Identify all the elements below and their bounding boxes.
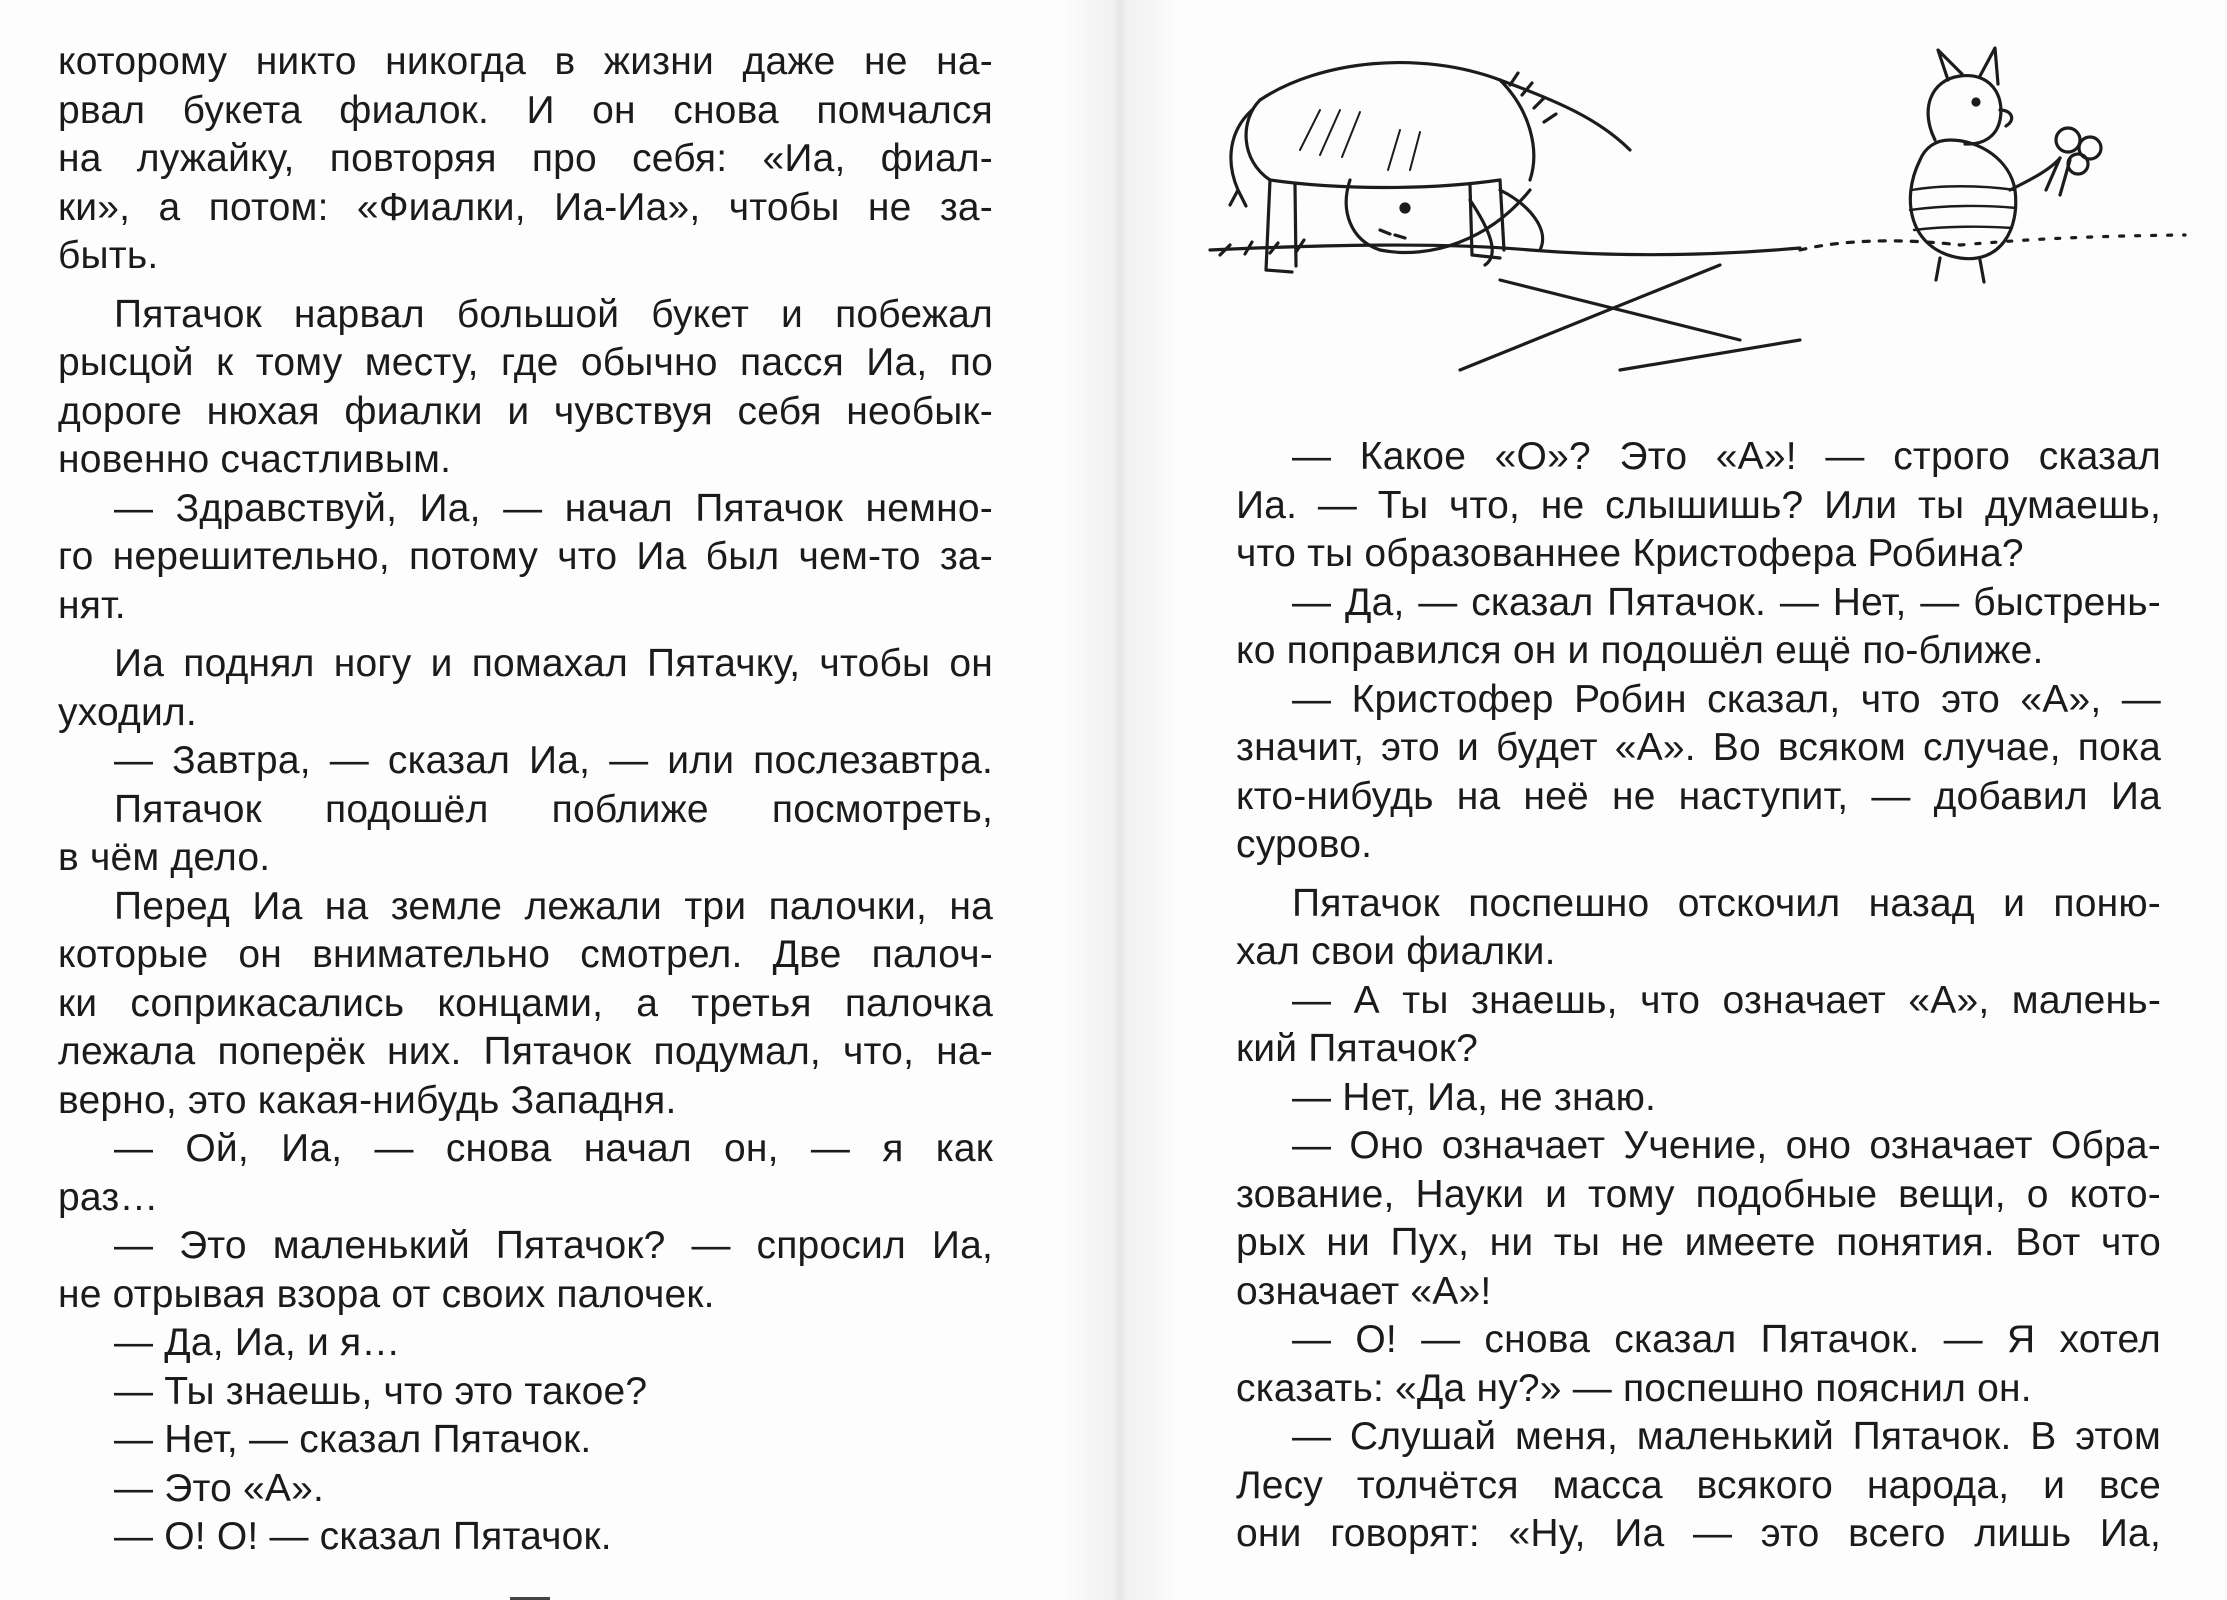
text-line: — Здравствуй, Иа, — начал Пятачок немно-	[114, 486, 993, 530]
text-line: рысцой к тому месту, где обычно пасся Иа, по	[58, 341, 993, 384]
text-line: Перед Иа на земле лежали три палочки, на	[114, 884, 993, 928]
eeyore-piglet-illustration	[1200, 40, 2190, 420]
text-line: — О! — снова сказал Пятачок. — Я хотел	[1292, 1318, 2161, 1361]
piglet-body	[1910, 140, 2015, 259]
eeyore-ear	[1470, 190, 1543, 265]
text-line: — Ой, Иа, — снова начал он, — я как	[114, 1127, 993, 1170]
text-line: — Нет, Иа, не знаю.	[1292, 1075, 1657, 1119]
text-line: Иа. — Ты что, не слышишь? Или ты думаешь,	[1236, 483, 2161, 527]
eeyore-belly	[1270, 180, 1500, 188]
piglet-head	[1928, 76, 2001, 145]
text-line: рвал букета фиалок. И он снова помчался	[58, 88, 993, 132]
text-line: что ты образованнее Кристофера Робина?	[1236, 532, 2024, 575]
text-line: — Завтра, — сказал Иа, — или послезавтра.	[114, 739, 993, 782]
text-line: они говорят: «Ну, Иа — это всего лишь Иа,	[1236, 1512, 2161, 1555]
text-line: Лесу толчётся масса всякого народа, и все	[1236, 1463, 2161, 1507]
text-line: верно, это какая-нибудь Западня.	[58, 1078, 677, 1122]
text-line: Иа поднял ногу и помахал Пятачку, чтобы он	[114, 642, 993, 685]
text-line: — О! О! — сказал Пятачок.	[114, 1515, 612, 1558]
text-line: — Ты знаешь, что это такое?	[114, 1369, 648, 1413]
eeyore-neck	[1500, 80, 1534, 180]
paragraph-gap	[58, 630, 993, 640]
text-line: быть.	[58, 234, 159, 277]
text-line: го нерешительно, потому что Иа был чем-то за-	[58, 535, 993, 578]
text-line: нят.	[58, 583, 126, 627]
text-line: которому никто никогда в жизни даже не на-	[58, 40, 993, 83]
text-line: зование, Науки и тому подобные вещи, о кото-	[1236, 1172, 2161, 1216]
text-line: — Это «А».	[114, 1466, 325, 1510]
text-line: ки соприкасались концами, а третья палочка	[58, 981, 993, 1025]
text-line: — Да, Иа, и я…	[114, 1321, 401, 1364]
text-line: дороге нюхая фиалки и чувствуя себя необык-	[58, 389, 993, 433]
piglet-legs	[1936, 258, 1984, 282]
piglet-stripes	[1910, 186, 2016, 230]
text-line: означает «А»!	[1236, 1269, 1492, 1313]
text-line: рых ни Пух, ни ты не имеете понятия. Вот что	[1236, 1221, 2161, 1264]
eeyore-mane	[1510, 73, 1556, 122]
left-page-text	[58, 38, 993, 1562]
text-line: — А ты знаешь, что означает «А», малень-	[1292, 978, 2161, 1022]
eeyore-back-leg	[1266, 180, 1296, 272]
text-line: — Да, — сказал Пятачок. — Нет, — быстрень-	[1292, 580, 2161, 624]
eeyore-back	[1260, 63, 1630, 150]
text-line: Пятачок подошёл поближе посмотреть,	[114, 787, 993, 831]
text-line: — Нет, — сказал Пятачок.	[114, 1418, 592, 1461]
paragraph-gap	[58, 281, 993, 291]
text-line: — Это маленький Пятачок? — спросил Иа,	[114, 1224, 993, 1267]
text-line: — Какое «О»? Это «А»! — строго сказал	[1292, 435, 2161, 478]
book-gutter	[1060, 0, 1180, 1600]
text-line: раз…	[58, 1175, 159, 1219]
text-line: сказать: «Да ну?» — поспешно пояснил он.	[1236, 1366, 2032, 1410]
violets-bunch	[2046, 128, 2101, 195]
text-line: — Слушай меня, маленький Пятачок. В этом	[1292, 1415, 2161, 1458]
text-line: уходил.	[58, 690, 197, 734]
text-line: не отрывая взора от своих палочек.	[58, 1272, 715, 1316]
text-line: лежала поперёк них. Пятачок подумал, что, на-	[58, 1030, 993, 1073]
right-page-text	[1236, 433, 2161, 1559]
stick-2	[1500, 280, 1740, 340]
text-line: Пятачок поспешно отскочил назад и поню-	[1292, 881, 2161, 925]
text-line: значит, это и будет «А». Во всяком случае, пока	[1236, 726, 2161, 769]
text-line: — Кристофер Робин сказал, что это «А», —	[1292, 677, 2161, 721]
text-line: кий Пятачок?	[1236, 1027, 1479, 1070]
text-line: Пятачок нарвал большой букет и побежал	[114, 292, 993, 336]
paragraph-gap	[1236, 870, 2161, 880]
text-line: на лужайку, повторяя про себя: «Иа, фиал-	[58, 137, 993, 180]
text-line: — Оно означает Учение, оно означает Обра-	[1292, 1124, 2161, 1167]
text-line: новенно счастливым.	[58, 438, 452, 481]
text-line: хал свои фиалки.	[1236, 930, 1556, 973]
text-line: ко поправился он и подошёл ещё по-ближе.	[1236, 629, 2044, 672]
stick-3	[1620, 340, 1800, 370]
text-line: в чём дело.	[58, 836, 271, 879]
text-line: которые он внимательно смотрел. Две палоч-	[58, 933, 993, 976]
text-line: ки», а потом: «Фиалки, Иа-Иа», чтобы не за-	[58, 185, 993, 229]
eeyore-eye	[1401, 204, 1409, 212]
text-line: кто-нибудь на неё не наступит, — добавил Иа	[1236, 774, 2161, 818]
page-number-fragment	[510, 1582, 570, 1600]
piglet-ears	[1938, 48, 1998, 84]
text-line: сурово.	[1236, 823, 1373, 866]
